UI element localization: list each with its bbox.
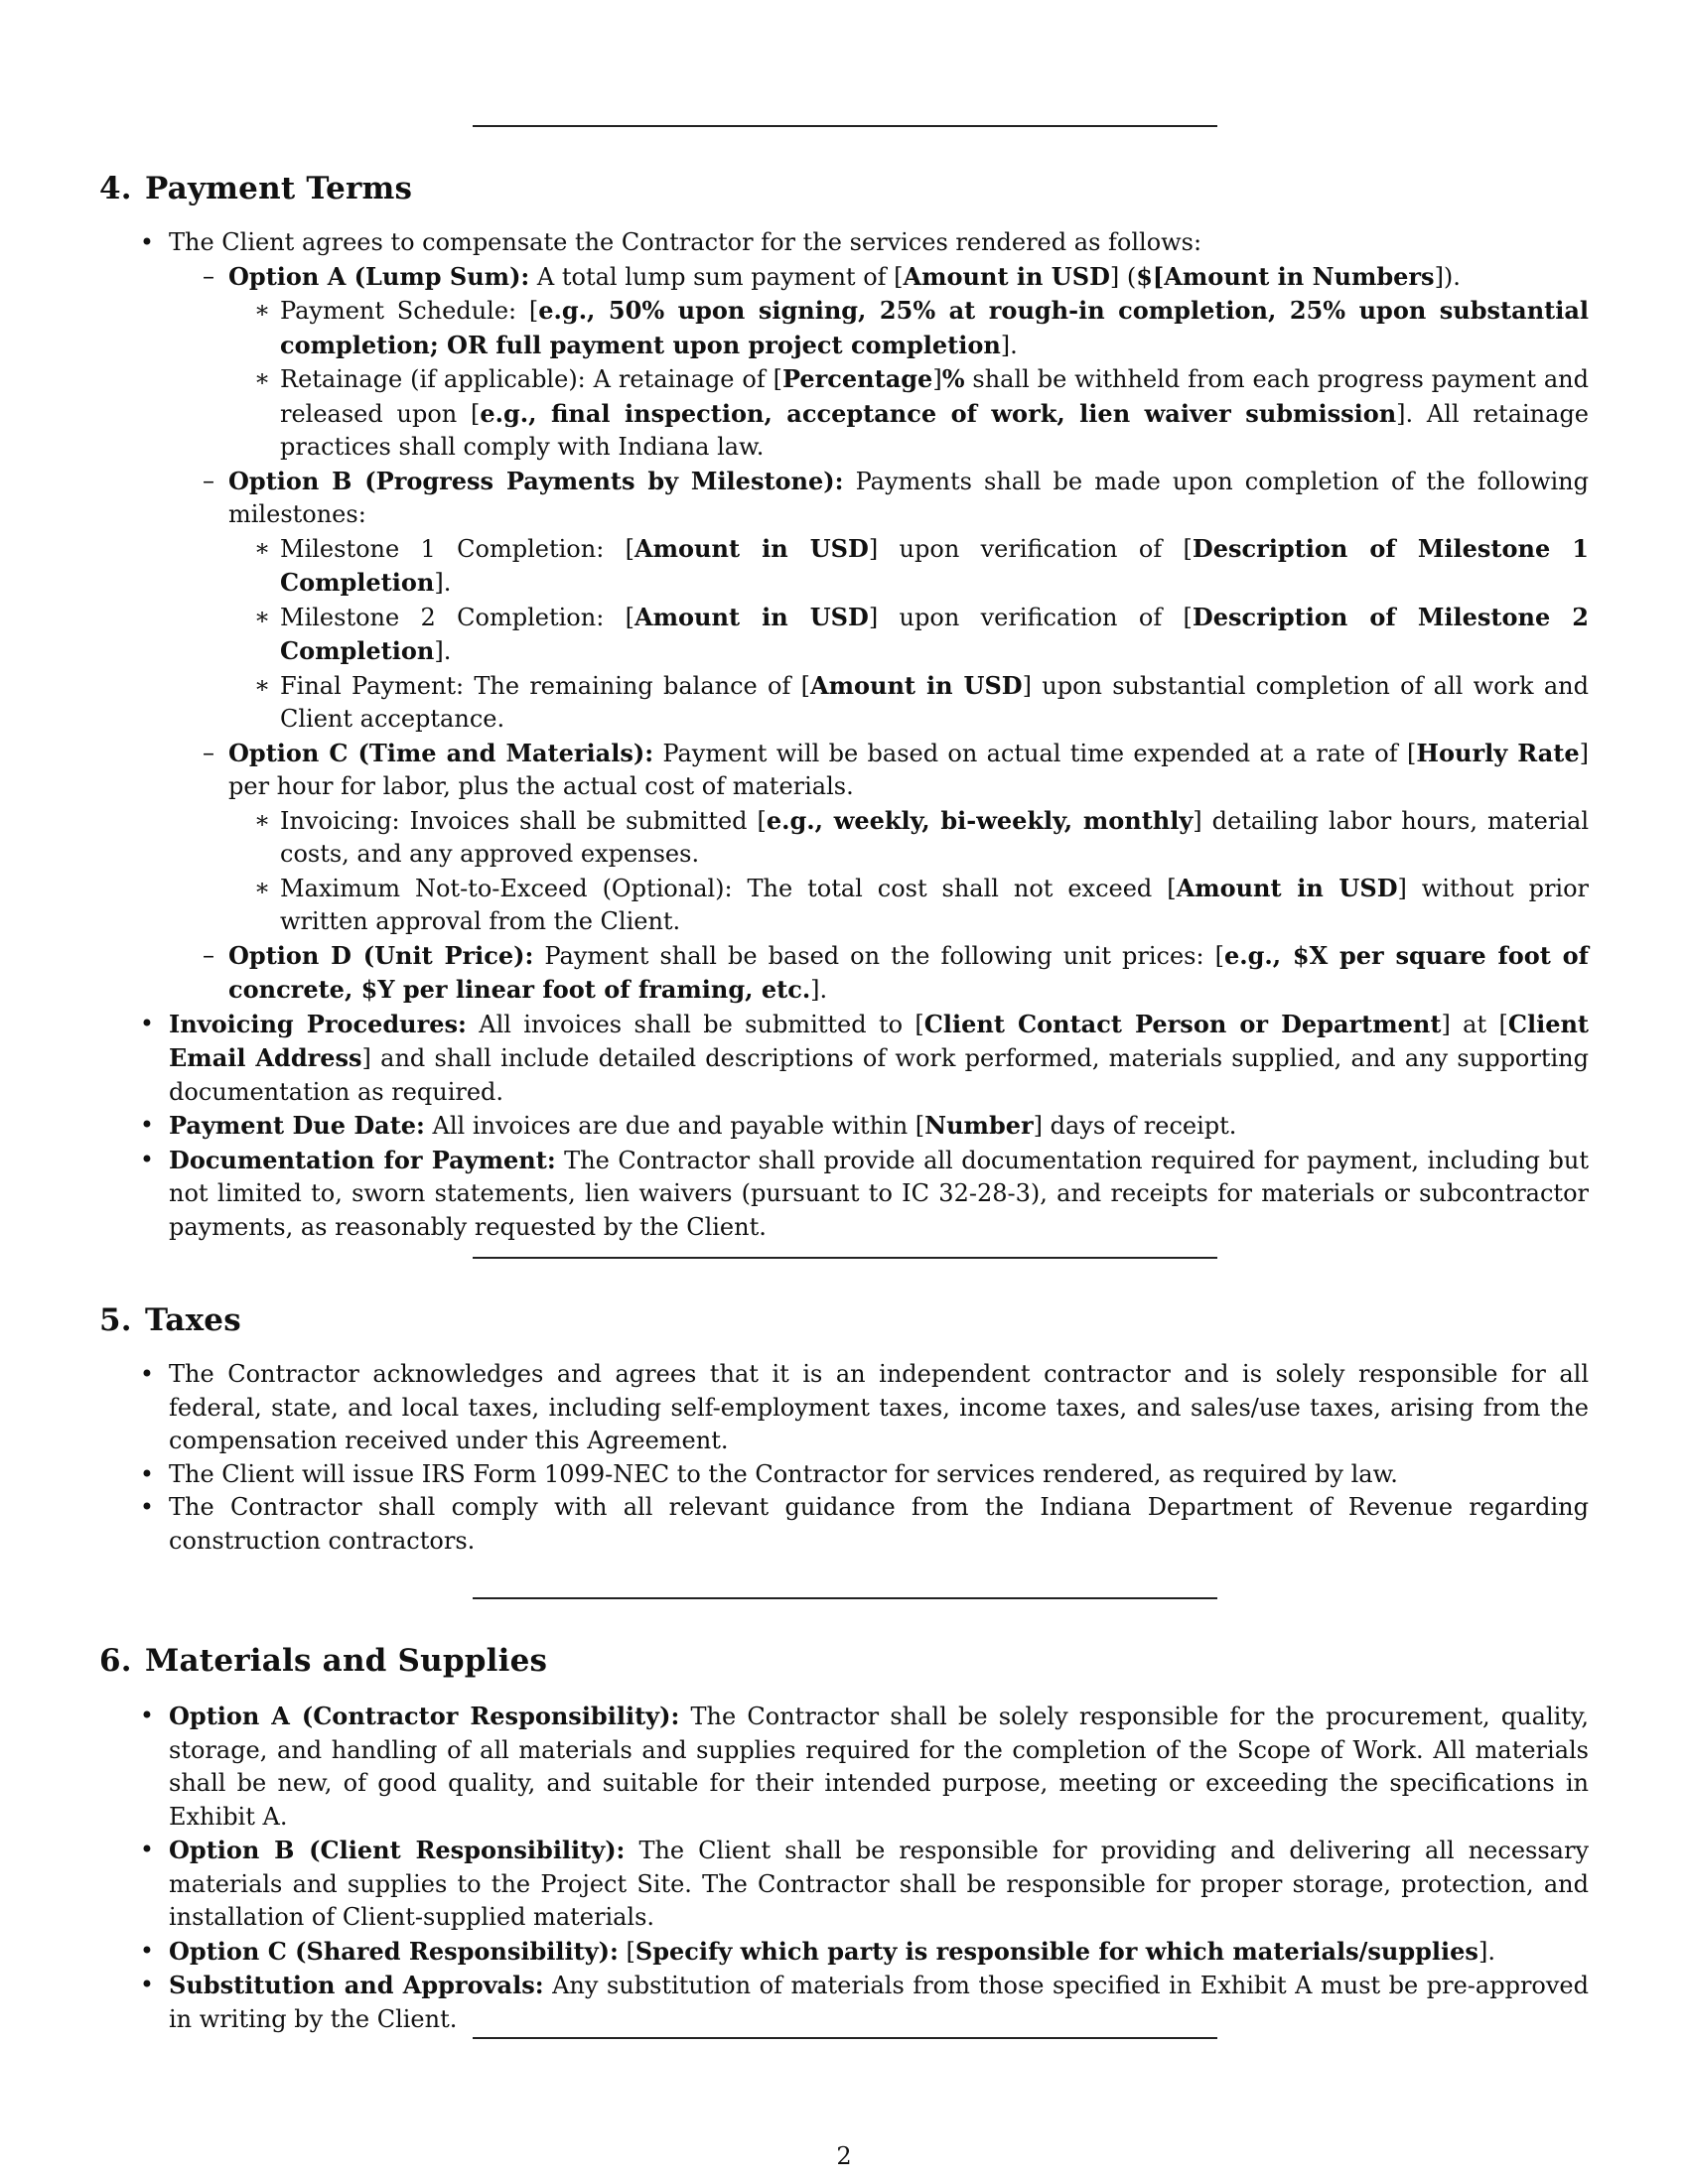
list-item bbox=[99, 1458, 1589, 1492]
placeholder-text: Description of Milestone 1 Completion bbox=[280, 533, 1589, 597]
placeholder-text: Amount in USD bbox=[903, 261, 1110, 291]
item-label: Option B (Progress Payments by Milestone): bbox=[228, 466, 844, 495]
item-text: Payment Schedule: [ bbox=[280, 297, 539, 325]
item-text: The Contractor acknowledges and agrees that it is an independent contractor and is solely responsible for all federal, state, and local taxes, including self-employment taxes, income taxes, and sales/use taxes, arising from the compensation received under this Agreement. bbox=[169, 1360, 1589, 1454]
item-label: Option C (Time and Materials): bbox=[228, 738, 654, 767]
bullet-icon: • bbox=[139, 1836, 155, 1863]
item-text: ]). bbox=[1434, 262, 1461, 291]
item-text: ]. bbox=[810, 976, 828, 1004]
list-item bbox=[99, 226, 1589, 260]
bullet-icon: • bbox=[139, 1145, 155, 1173]
item-text: The Client will issue IRS Form 1099-NEC to the Contractor for services rendered, as required by law. bbox=[169, 1459, 1398, 1488]
item-text: Maximum Not-to-Exceed (Optional): The total cost shall not exceed [ bbox=[280, 874, 1177, 902]
bullet-icon: • bbox=[139, 1009, 155, 1037]
subsublist-item-retainage bbox=[99, 362, 1589, 465]
subsublist-item-milestone-2 bbox=[99, 601, 1589, 669]
subsublist-item-payment-schedule bbox=[99, 294, 1589, 362]
item-text: ] days of receipt. bbox=[1033, 1112, 1237, 1140]
list-item-invoicing-procedures bbox=[99, 1008, 1589, 1110]
placeholder-text: e.g., weekly, bi-weekly, monthly bbox=[766, 805, 1194, 835]
item-text: ] at [ bbox=[1441, 1010, 1508, 1038]
item-text: Milestone 2 Completion: [ bbox=[280, 603, 635, 631]
item-text: The Contractor shall provide all documentation required for payment, including but not limited to, sworn statements, lien waivers (pursuant to IC 32-28-3), and receipts for materials or subcontractor payments, as reasonably requested by the Client. bbox=[169, 1146, 1590, 1241]
item-text: ] detailing labor hours, material costs, and any approved expenses. bbox=[280, 806, 1590, 868]
bullet-icon: • bbox=[139, 1702, 155, 1729]
placeholder-text: Amount in USD bbox=[809, 670, 1023, 700]
bullet-icon: • bbox=[139, 1936, 155, 1965]
list-item-substitution-and-approvals bbox=[99, 1969, 1589, 2036]
placeholder-text: Number bbox=[924, 1111, 1034, 1140]
subsublist-item-final-payment bbox=[99, 669, 1589, 737]
sublist-item-option-a bbox=[99, 260, 1589, 295]
placeholder-text: e.g., 50% upon signing, 25% at rough-in completion, 25% upon substantial completion; OR full payment upon project completion bbox=[280, 296, 1590, 359]
dash-icon: – bbox=[203, 738, 214, 766]
item-label: Substitution and Approvals: bbox=[169, 1971, 544, 1999]
item-text: Retainage (if applicable): A retainage of [ bbox=[280, 365, 782, 393]
item-text: The Client shall be responsible for providing and delivering all necessary materials and supplies to the Project Site. The Contractor shall be responsible for proper storage, protection, and installation of Client-supplied materials. bbox=[169, 1837, 1590, 1931]
list-item-documentation-for-payment bbox=[99, 1144, 1589, 1245]
bullet-icon: • bbox=[139, 1971, 155, 1998]
item-text: ] per hour for labor, plus the actual cost of materials. bbox=[228, 739, 1589, 800]
section-heading-taxes bbox=[99, 1302, 241, 1338]
section-title: Taxes bbox=[145, 1302, 241, 1338]
sublist-item-option-c bbox=[99, 737, 1589, 804]
asterisk-icon: ∗ bbox=[253, 805, 271, 834]
section-title: Materials and Supplies bbox=[145, 1643, 548, 1679]
item-text: Payment will be based on actual time expended at a rate of [ bbox=[653, 739, 1417, 767]
item-label: Option A (Lump Sum): bbox=[228, 261, 530, 291]
item-text: The Contractor shall be solely responsible for the procurement, quality, storage, and handling of all materials and supplies required for the completion of the Scope of Work. All materials shall be new, of good quality, and suitable for their intended purpose, meeting or exceeding the specifications in Exhibit A. bbox=[169, 1703, 1589, 1831]
section-heading-materials-and-supplies bbox=[99, 1643, 547, 1679]
taxes-list bbox=[99, 1358, 1589, 1558]
item-text: A total lump sum payment of [ bbox=[529, 262, 904, 291]
placeholder-text: Client Contact Person or Department bbox=[923, 1009, 1442, 1038]
item-text: All invoices are due and payable within [ bbox=[424, 1112, 925, 1140]
placeholder-text: Amount in USD bbox=[1176, 873, 1398, 902]
section-heading-payment-terms bbox=[99, 171, 412, 206]
item-text: ] bbox=[932, 365, 942, 393]
dash-icon: – bbox=[203, 940, 214, 969]
payment-terms-list bbox=[99, 226, 1589, 1244]
item-label: Option C (Shared Responsibility): bbox=[169, 1936, 619, 1966]
placeholder-text: Description of Milestone 2 Completion bbox=[280, 602, 1589, 665]
list-item-payment-due-date bbox=[99, 1109, 1589, 1144]
bullet-icon: • bbox=[139, 1360, 155, 1388]
placeholder-text: Percentage bbox=[781, 364, 933, 393]
item-text: ] and shall include detailed descriptions of work performed, materials supplied, and any supporting documentation as required. bbox=[169, 1044, 1589, 1106]
item-text: ]. bbox=[434, 637, 452, 665]
list-item-shared-responsibility bbox=[99, 1935, 1589, 1970]
bullet-icon: • bbox=[139, 1493, 155, 1521]
item-text: Invoicing: Invoices shall be submitted [ bbox=[280, 806, 767, 835]
item-text: ] without prior written approval from the Client. bbox=[280, 874, 1590, 935]
dash-icon: – bbox=[203, 261, 214, 290]
item-text: Final Payment: The remaining balance of [ bbox=[280, 671, 810, 700]
horizontal-rule bbox=[473, 1597, 1217, 1599]
subsublist-item-milestone-1 bbox=[99, 532, 1589, 601]
item-text: ] upon substantial completion of all work and Client acceptance. bbox=[280, 671, 1589, 733]
sublist-item-option-d bbox=[99, 939, 1589, 1008]
bullet-icon: • bbox=[139, 228, 155, 256]
item-text: ] ( bbox=[1109, 262, 1137, 291]
materials-list bbox=[99, 1700, 1589, 2036]
page-number: 2 bbox=[836, 2142, 852, 2170]
list-item-contractor-responsibility bbox=[99, 1700, 1589, 1834]
bullet-icon: • bbox=[139, 1459, 155, 1488]
item-label: Option B (Client Responsibility): bbox=[169, 1836, 626, 1864]
asterisk-icon: ∗ bbox=[253, 533, 271, 562]
item-text: ]. bbox=[434, 569, 452, 597]
asterisk-icon: ∗ bbox=[253, 364, 271, 392]
section-number: 5. bbox=[99, 1302, 132, 1338]
placeholder-text: Hourly Rate bbox=[1416, 738, 1580, 767]
placeholder-text: $[Amount in Numbers bbox=[1136, 261, 1435, 291]
section-number: 4. bbox=[99, 171, 132, 206]
subsublist-item-max-not-to-exceed bbox=[99, 872, 1589, 939]
item-label: Payment Due Date: bbox=[169, 1111, 425, 1140]
asterisk-icon: ∗ bbox=[253, 670, 271, 699]
asterisk-icon: ∗ bbox=[253, 296, 271, 324]
subsublist-item-invoicing bbox=[99, 804, 1589, 872]
item-text: Payment shall be based on the following unit prices: [ bbox=[533, 941, 1224, 970]
item-text: [ bbox=[618, 1937, 635, 1966]
item-text: All invoices shall be submitted to [ bbox=[466, 1010, 924, 1038]
item-text: ] upon verification of [ bbox=[868, 534, 1193, 563]
placeholder-text: Amount in USD bbox=[634, 602, 869, 631]
asterisk-icon: ∗ bbox=[253, 873, 271, 901]
item-text: The Contractor shall comply with all relevant guidance from the Indiana Department of Revenue regarding construction contractors. bbox=[169, 1493, 1589, 1555]
section-title: Payment Terms bbox=[145, 171, 413, 206]
item-text: Milestone 1 Completion: [ bbox=[280, 534, 635, 563]
item-text: The Client agrees to compensate the Contractor for the services rendered as follows: bbox=[169, 228, 1202, 256]
horizontal-rule bbox=[473, 1257, 1217, 1259]
document-page bbox=[99, 0, 1589, 2184]
list-item bbox=[99, 1491, 1589, 1558]
horizontal-rule bbox=[473, 125, 1217, 127]
sublist-item-option-b bbox=[99, 465, 1589, 532]
placeholder-text: Specify which party is responsible for which materials/supplies bbox=[634, 1936, 1478, 1966]
placeholder-text: % bbox=[941, 364, 965, 393]
list-item-client-responsibility bbox=[99, 1834, 1589, 1935]
placeholder-text: e.g., final inspection, acceptance of work, lien waiver submission bbox=[480, 398, 1397, 428]
placeholder-text: Amount in USD bbox=[634, 533, 869, 563]
item-text: Payments shall be made upon completion of the following milestones: bbox=[228, 467, 1589, 528]
item-text: Any substitution of materials from those specified in Exhibit A must be pre-approved in writing by the Client. bbox=[169, 1972, 1589, 2033]
dash-icon: – bbox=[203, 466, 214, 494]
placeholder-text: Client Email Address bbox=[169, 1009, 1589, 1072]
asterisk-icon: ∗ bbox=[253, 602, 271, 630]
bullet-icon: • bbox=[139, 1111, 155, 1139]
item-label: Option D (Unit Price): bbox=[228, 940, 534, 970]
item-label: Option A (Contractor Responsibility): bbox=[169, 1702, 680, 1730]
item-text: ]. bbox=[1000, 331, 1018, 359]
item-text: shall be withheld from each progress payment and released upon [ bbox=[280, 365, 1589, 428]
item-label: Documentation for Payment: bbox=[169, 1145, 556, 1174]
item-text: ] upon verification of [ bbox=[868, 603, 1193, 631]
item-text: ]. All retainage practices shall comply with Indiana law. bbox=[280, 399, 1590, 461]
horizontal-rule bbox=[473, 2037, 1217, 2039]
section-number: 6. bbox=[99, 1643, 132, 1679]
item-text: ]. bbox=[1477, 1937, 1495, 1966]
item-label: Invoicing Procedures: bbox=[169, 1009, 467, 1038]
list-item bbox=[99, 1358, 1589, 1458]
placeholder-text: e.g., $X per square foot of concrete, $Y per linear foot of framing, etc. bbox=[228, 940, 1590, 1004]
